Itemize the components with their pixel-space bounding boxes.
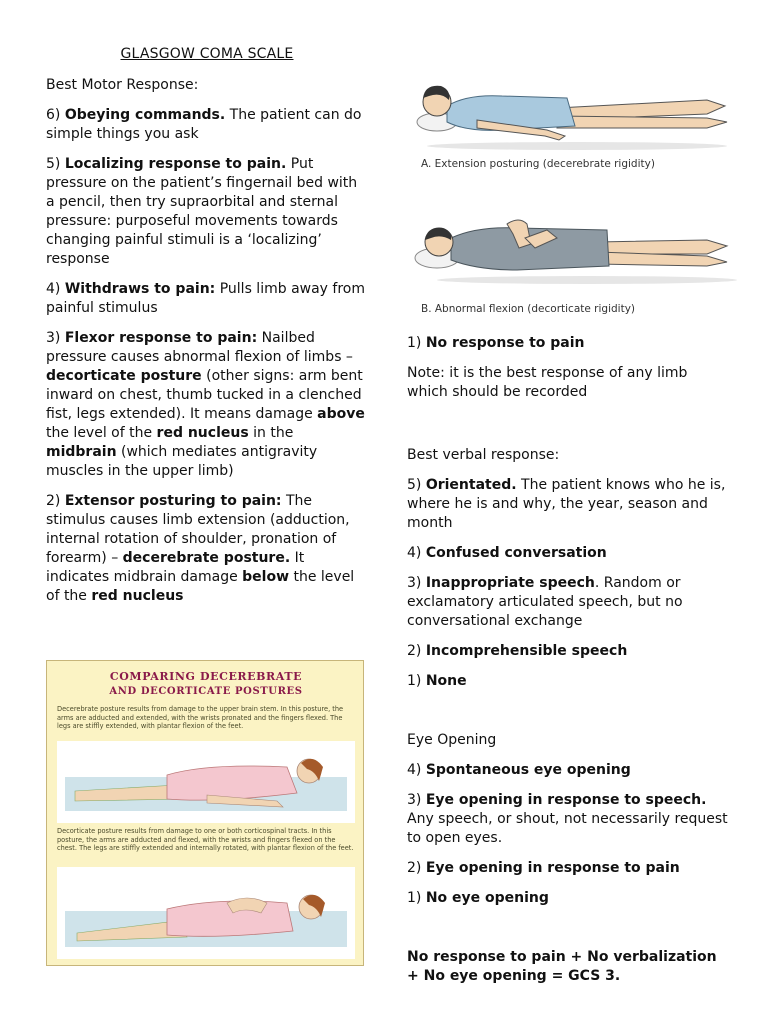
motor-item-3: 3) Flexor response to pain: Nailbed pressure causes abnormal flexion of limbs – decorticate posture (other signs: arm bent inward on chest, thumb tucked in a clenched fist, legs extended). It means damage above the level of the red nucleus in the midbrain (which mediates antigravity muscles in the upper limb)	[46, 330, 365, 479]
book-figure-title: COMPARING DECEREBRATE AND DECORTICATE POSTURES	[109, 670, 303, 697]
verbal-item-3: 3) Inappropriate speech. Random or exclamatory articulated speech, but no conversational exchange	[407, 575, 683, 629]
eye-heading: Eye Opening	[407, 732, 497, 748]
verbal-item-5: 5) Orientated. The patient knows who he is, where he is and why, the year, season and month	[407, 477, 726, 531]
left-column	[46, 45, 368, 617]
figure-extension-posturing	[407, 50, 737, 178]
figure-a-caption: A. Extension posturing (decerebrate rigidity)	[421, 158, 655, 170]
decorticate-panel	[57, 867, 355, 959]
decorticate-illustration	[407, 208, 737, 320]
decerebrate-illustration	[407, 50, 737, 178]
gcs-summary: No response to pain + No verbalization + No eye opening = GCS 3.	[407, 949, 717, 984]
comparing-postures-figure	[46, 660, 364, 966]
figure-abnormal-flexion	[407, 208, 737, 320]
verbal-heading: Best verbal response:	[407, 447, 560, 463]
motor-note: Note: it is the best response of any limb which should be recorded	[407, 365, 688, 400]
eye-item-4: 4) Spontaneous eye opening	[407, 762, 631, 778]
motor-item-2: 2) Extensor posturing to pain: The stimulus causes limb extension (adduction, internal rotation of shoulder, pronation of forearm) – decerebrate posture. It indicates midbrain damage below the level of the red nucleus	[46, 493, 355, 604]
verbal-item-1: 1) None	[407, 673, 467, 689]
decerebrate-patient-drawing	[57, 741, 355, 823]
motor-item-1: 1) No response to pain	[407, 335, 585, 351]
motor-item-4: 4) Withdraws to pain: Pulls limb away from painful stimulus	[46, 281, 365, 316]
verbal-item-2: 2) Incomprehensible speech	[407, 643, 628, 659]
eye-item-1: 1) No eye opening	[407, 890, 549, 906]
verbal-item-4: 4) Confused conversation	[407, 545, 607, 561]
decerebrate-description: Decerebrate posture results from damage to the upper brain stem. In this posture, the arms are adducted and extended, with the wrists pronated and the fingers flexed. The legs are stiffly extended, with plantar flexion of the feet.	[57, 705, 344, 731]
page-title: GLASGOW COMA SCALE	[120, 46, 294, 62]
eye-item-2: 2) Eye opening in response to pain	[407, 860, 680, 876]
motor-item-6: 6) Obeying commands. The patient can do simple things you ask	[46, 107, 362, 142]
motor-item-5: 5) Localizing response to pain. Put pressure on the patient’s fingernail bed with a pencil, then try supraorbital and sternal pressure: purposeful movements towards changing painful stimuli is a ‘localizing’ response	[46, 156, 358, 267]
right-column	[407, 334, 729, 997]
eye-item-3: 3) Eye opening in response to speech. Any speech, or shout, not necessarily request to open eyes.	[407, 792, 728, 846]
decorticate-patient-drawing	[57, 867, 355, 959]
motor-heading: Best Motor Response:	[46, 77, 199, 93]
figure-b-caption: B. Abnormal flexion (decorticate rigidity)	[421, 303, 636, 315]
decerebrate-panel	[57, 741, 355, 823]
decorticate-description: Decorticate posture results from damage to one or both corticospinal tracts. In this posture, the arms are adducted and flexed, with the wrists and fingers flexed on the chest. The legs are stiffly extended and internally rotated, with plantar flexion of the feet.	[57, 827, 354, 853]
